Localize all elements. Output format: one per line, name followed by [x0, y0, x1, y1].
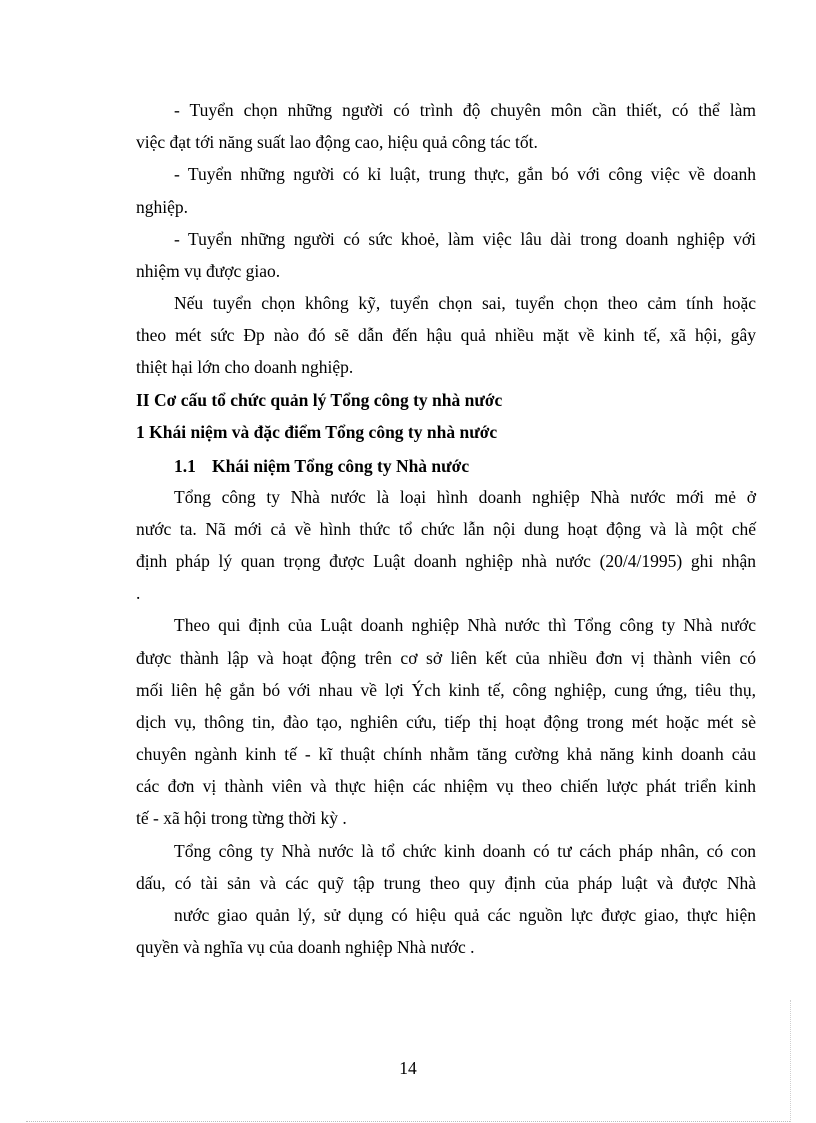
- text-line: - Tuyển những người có sức khoẻ, làm việc lâu dài trong doanh nghiệp với: [174, 229, 756, 249]
- text-line: - Tuyển chọn những người có trình độ chuyên môn cần thiết, có thể làm: [174, 100, 756, 120]
- text-line: nhiệm vụ được giao.: [136, 261, 281, 281]
- text-line: Tổng công ty Nhà nước là loại hình doanh nghiệp Nhà nước mới mẻ ở: [174, 487, 756, 507]
- text-line: được thành lập và hoạt động trên cơ sở liên kết của nhiều đơn vị thành viên có: [136, 648, 756, 668]
- text-line: quyền và nghĩa vụ của doanh nghiệp Nhà nước .: [136, 937, 475, 957]
- text-line: việc đạt tới năng suất lao động cao, hiệu quả công tác tốt.: [136, 132, 538, 152]
- text-line: mối liên hệ gắn bó với nhau về lợi Ých kinh tế, công nghiệp, cung ứng, tiêu thụ,: [136, 680, 756, 700]
- text-line: dấu, có tài sản và các quỹ tập trung theo quy định của pháp luật và được Nhà: [136, 873, 756, 893]
- text-line: .: [136, 583, 141, 603]
- text-line: nghiệp.: [136, 197, 189, 217]
- section-heading: II Cơ cấu tổ chức quản lý Tổng công ty nhà nước: [136, 390, 503, 410]
- text-line: các đơn vị thành viên và thực hiện các nhiệm vụ theo chiến lược phát triển kinh: [136, 776, 756, 796]
- text-line: chuyên ngành kinh tế - kĩ thuật chính nhằm tăng cường khả năng kinh doanh cảu: [136, 744, 756, 764]
- heading-title: Khái niệm Tổng công ty Nhà nước: [212, 456, 470, 476]
- page-right-border: [790, 1000, 791, 1122]
- text-line: theo mét sức Ðp nào đó sẽ dẫn đến hậu quả nhiều mặt về kinh tế, xã hội, gây: [136, 325, 756, 345]
- text-line: Tổng công ty Nhà nước là tổ chức kinh doanh có tư cách pháp nhân, có con: [174, 841, 756, 861]
- page-bottom-border: [26, 1121, 790, 1122]
- subsubsection-heading: [174, 455, 756, 477]
- text-line: nước ta. Nã mới cả về hình thức tổ chức lẫn nội dung hoạt động và là một chế: [136, 519, 756, 539]
- text-line: - Tuyển những người có kỉ luật, trung thực, gắn bó với công việc về doanh: [174, 164, 756, 184]
- text-line: tế - xã hội trong từng thời kỳ .: [136, 808, 347, 828]
- text-line: thiệt hại lớn cho doanh nghiệp.: [136, 357, 354, 377]
- text-line: Nếu tuyển chọn không kỹ, tuyển chọn sai, tuyển chọn theo cảm tính hoặc: [174, 293, 756, 313]
- text-line: dịch vụ, thông tin, đào tạo, nghiên cứu, tiếp thị hoạt động trong mét hoặc mét sè: [136, 712, 756, 732]
- text-line: nước giao quản lý, sử dụng có hiệu quả các nguồn lực được giao, thực hiện: [174, 905, 756, 925]
- text-line: Theo qui định của Luật doanh nghiệp Nhà nước thì Tổng công ty Nhà nước: [174, 615, 756, 635]
- text-line: định pháp lý quan trọng được Luật doanh nghiệp nhà nước (20/4/1995) ghi nhận: [136, 551, 756, 571]
- subsection-heading: 1 Khái niệm và đặc điểm Tổng công ty nhà nước: [136, 422, 498, 442]
- page-number: 14: [399, 1058, 417, 1078]
- heading-number: 1.1: [174, 456, 196, 476]
